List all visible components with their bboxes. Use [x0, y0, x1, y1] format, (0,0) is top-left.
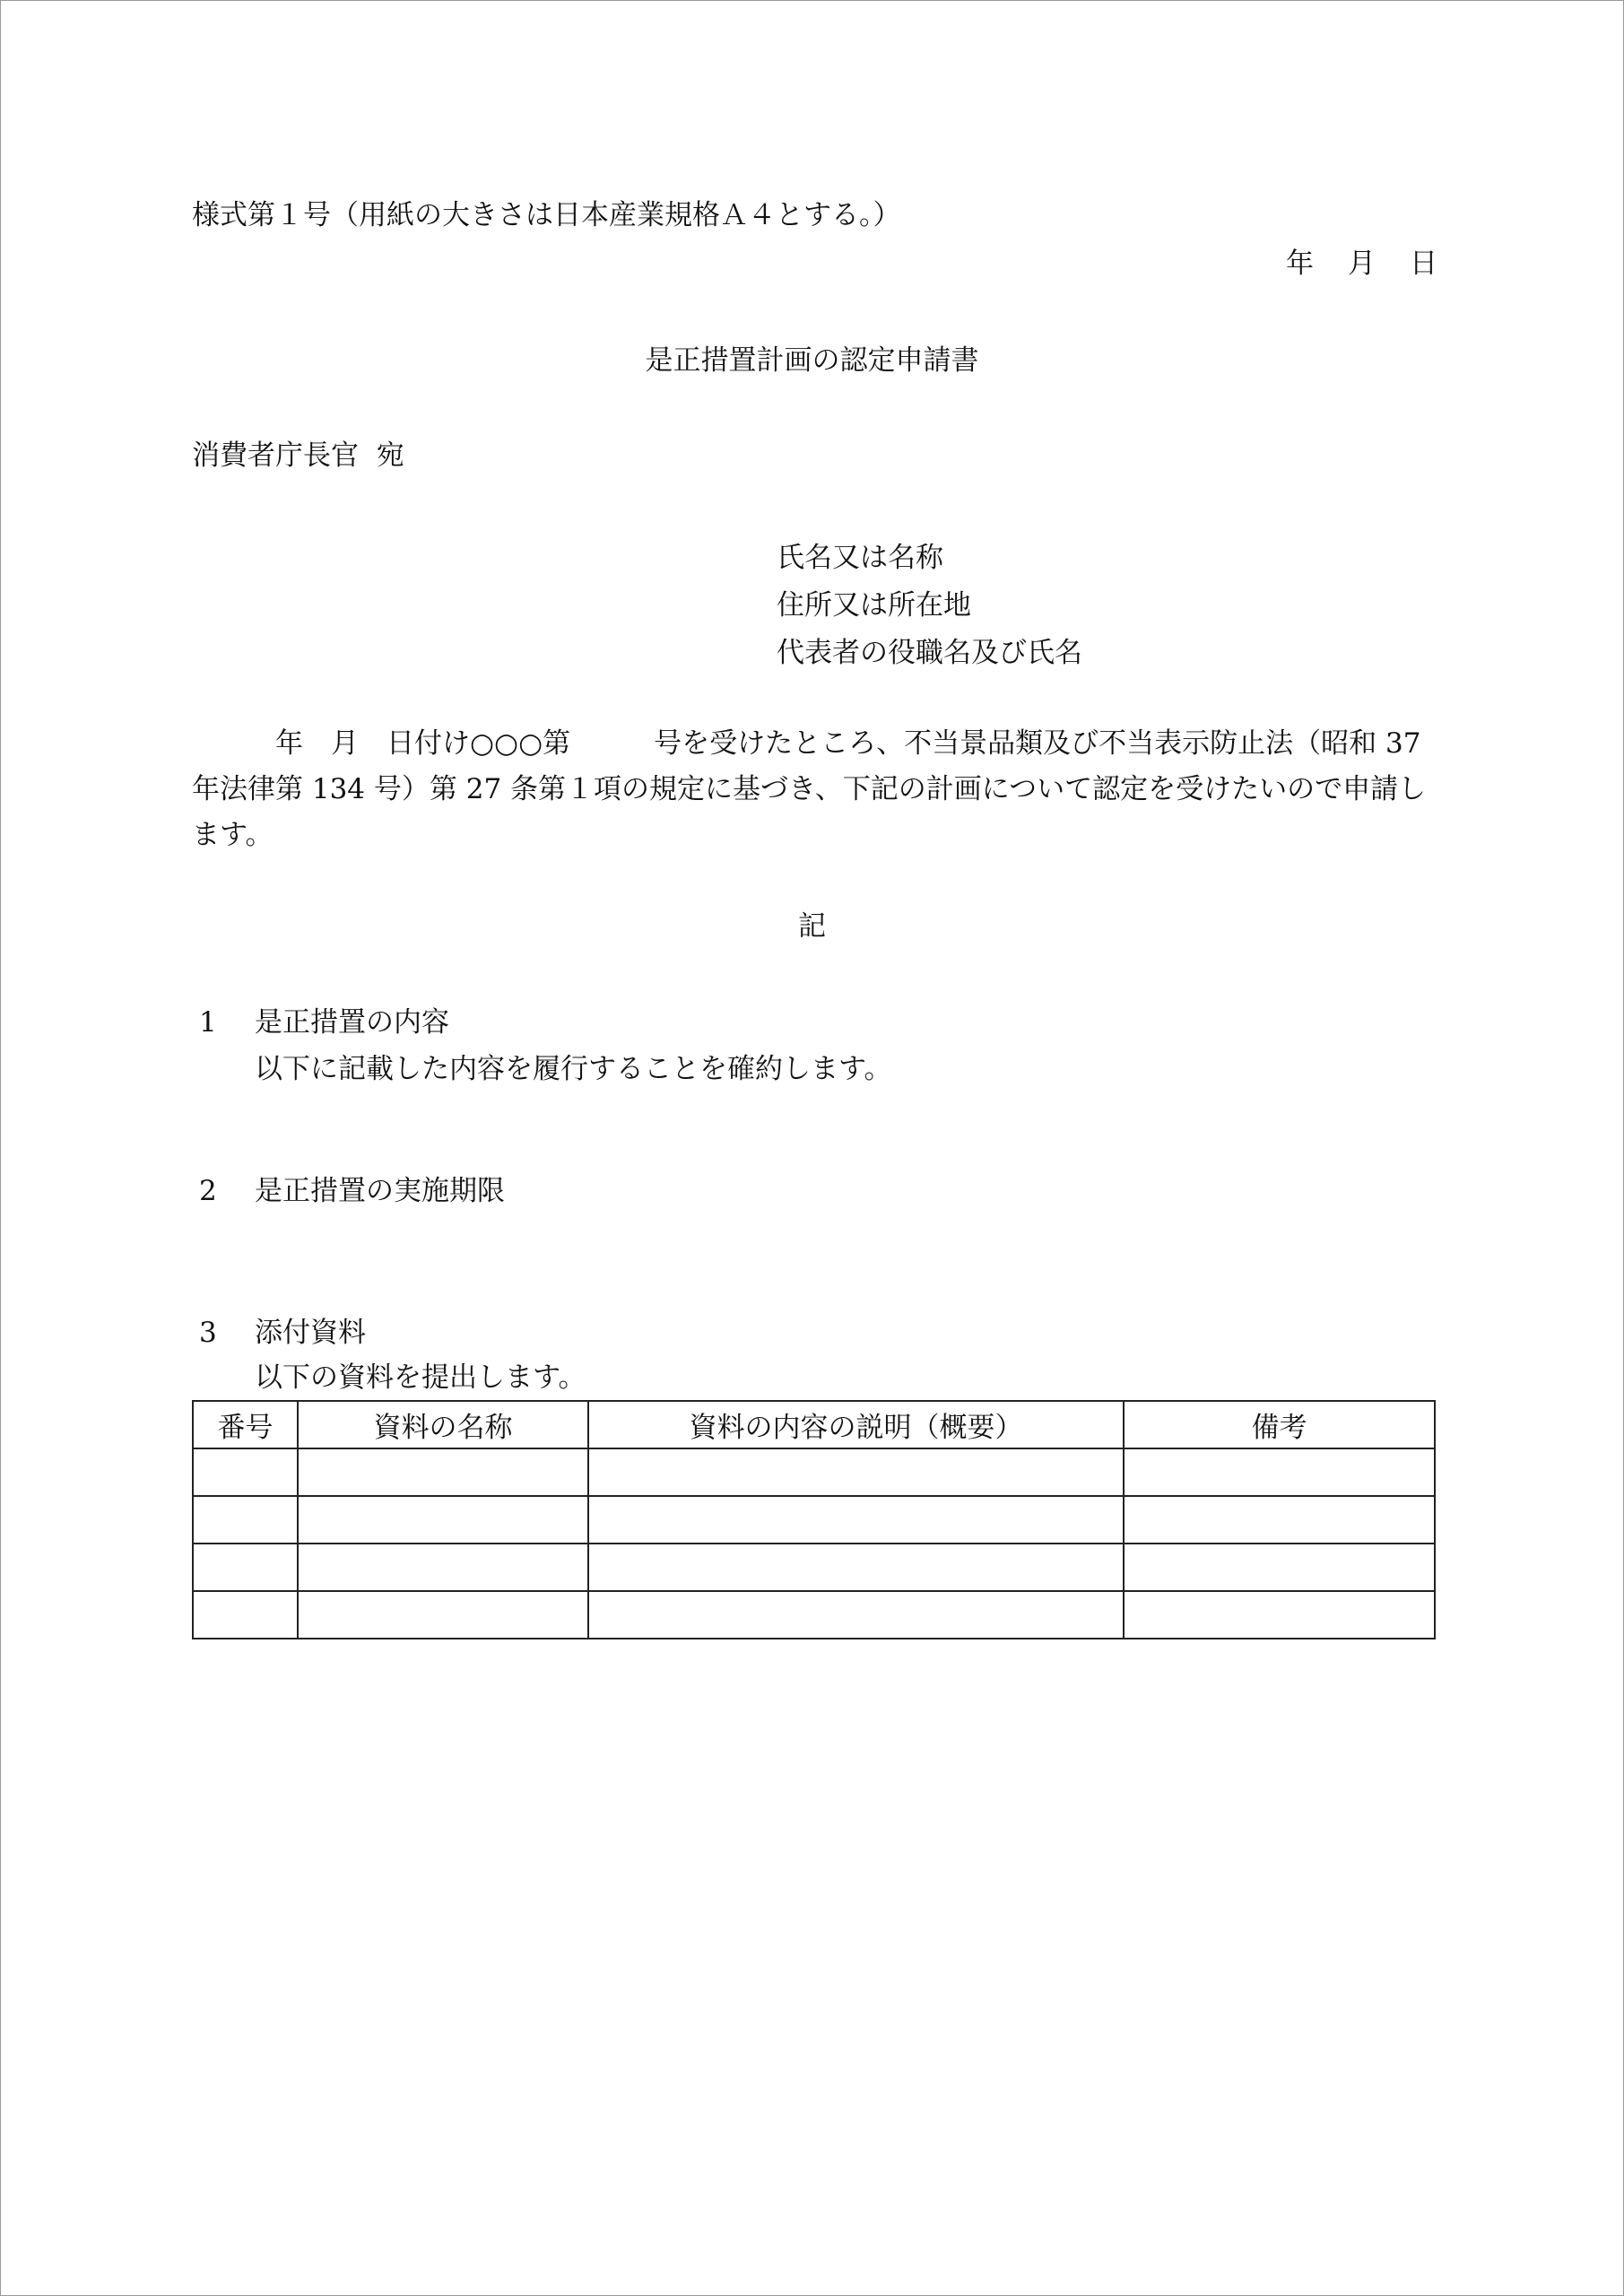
table-cell — [193, 1544, 298, 1591]
section-3-description: 以下の資料を提出します。 — [255, 1361, 586, 1394]
table-cell — [298, 1544, 588, 1591]
header-number: 番号 — [193, 1401, 298, 1448]
date-day-label: 日 — [1410, 248, 1437, 280]
table-cell — [588, 1591, 1124, 1639]
table-cell — [193, 1448, 298, 1496]
table-cell — [298, 1591, 588, 1639]
table-header-row — [193, 1401, 1435, 1448]
table-cell — [193, 1591, 298, 1639]
table-cell — [1124, 1496, 1435, 1544]
table-cell — [298, 1496, 588, 1544]
addressee: 消費者庁長官 宛 — [192, 439, 404, 472]
header-remarks: 備考 — [1124, 1401, 1435, 1448]
date-month-label: 月 — [1348, 248, 1376, 280]
table-cell — [1124, 1591, 1435, 1639]
table-cell — [1124, 1544, 1435, 1591]
section-2-heading: 是正措置の実施期限 — [255, 1175, 505, 1207]
date-line — [1286, 248, 1437, 281]
applicant-name-field: 氏名又は名称 — [777, 542, 943, 574]
section-3-heading: 添付資料 — [255, 1317, 366, 1349]
table-row — [193, 1591, 1435, 1639]
applicant-block — [777, 535, 1082, 677]
attachments-table — [192, 1400, 1436, 1639]
document-title: 是正措置計画の認定申請書 — [645, 344, 979, 377]
table-cell — [588, 1448, 1124, 1496]
header-material-description: 資料の内容の説明（概要） — [588, 1401, 1124, 1448]
section-1-heading: 是正措置の内容 — [255, 1006, 449, 1039]
header-material-name: 資料の名称 — [298, 1401, 588, 1448]
section-2-number: 2 — [199, 1175, 217, 1207]
table-row — [193, 1496, 1435, 1544]
applicant-representative-field: 代表者の役職名及び氏名 — [777, 637, 1082, 669]
ki-mark: 記 — [798, 910, 826, 943]
section-1-number: 1 — [199, 1006, 217, 1039]
table-row — [193, 1544, 1435, 1591]
table-cell — [1124, 1448, 1435, 1496]
section-1-description: 以下に記載した内容を履行することを確約します。 — [255, 1053, 892, 1085]
table-cell — [193, 1496, 298, 1544]
form-number: 様式第１号（用紙の大きさは日本産業規格Ａ４とする。） — [192, 199, 901, 231]
table-cell — [588, 1544, 1124, 1591]
body-paragraph: 年 月 日付け○○○第 号を受けたところ、不当景品類及び不当表示防止法（昭和 37 年法律第 134 号）第 27 条第１項の規定に基づき、下記の計画について認定を受けたいので申請します。 — [192, 727, 1430, 851]
date-year-label: 年 — [1286, 248, 1314, 280]
section-3-number: 3 — [199, 1317, 217, 1349]
table-row — [193, 1448, 1435, 1496]
table-cell — [298, 1448, 588, 1496]
applicant-address-field: 住所又は所在地 — [777, 589, 971, 622]
table-cell — [588, 1496, 1124, 1544]
